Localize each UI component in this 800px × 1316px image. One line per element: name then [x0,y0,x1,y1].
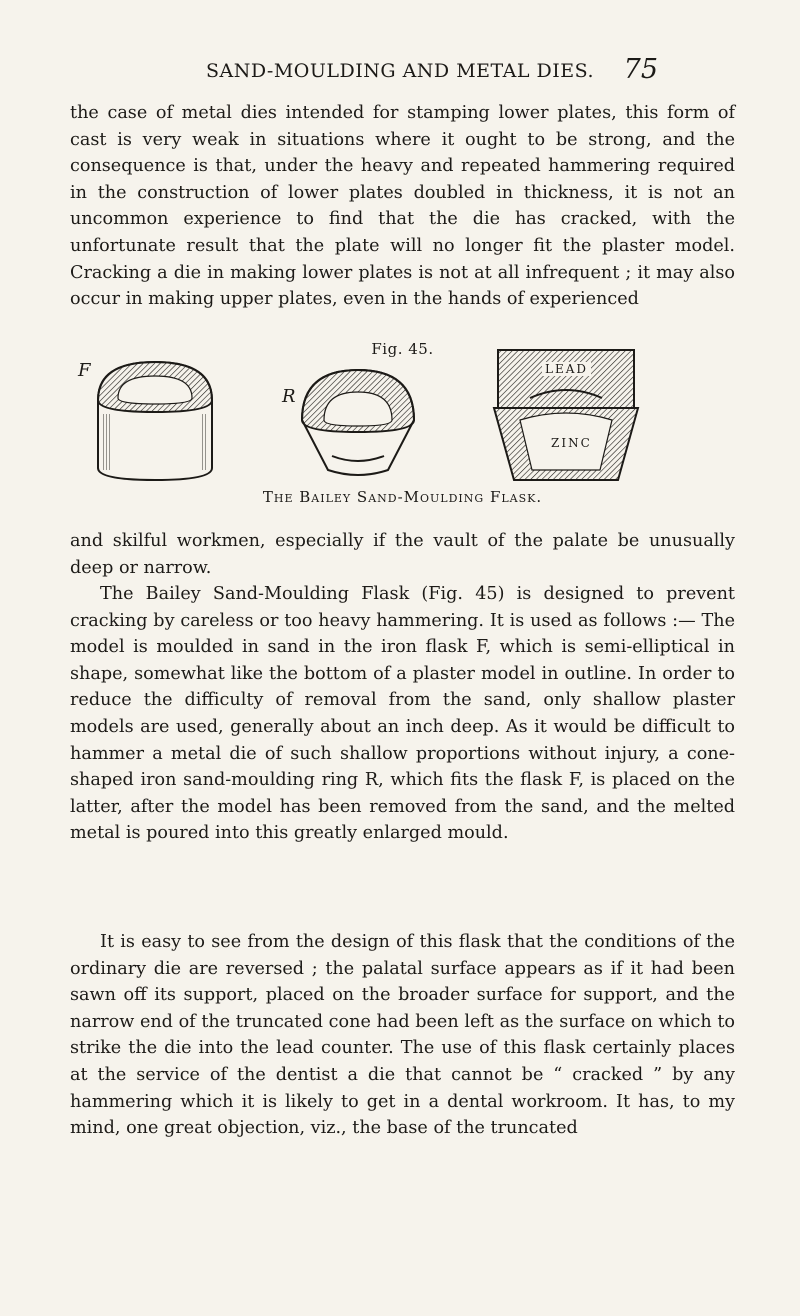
page-number: 75 [623,54,658,85]
paragraph-3 [70,581,735,847]
figure-label: Fig. 45. [371,340,434,358]
page-header [0,54,800,94]
flask-f-drawing [98,362,212,480]
paragraph-4-text: It is easy to see from the design of this flask that the conditions of the ordinary die are reversed ; the palatal surface appears as if it had been sawn off its support, placed on the broader surface for support, and the narrow end of the truncated cone had been left as the surface on which to strike the die into the lead counter. The use of this flask certainly places at the service of the dentist a die that cannot be “ cracked ” by any hammering which it is likely to get in a dental workroom. It has, to my mind, one great objection, viz., the base of the truncated [70,932,735,1139]
flask-letter-f: F [78,360,91,381]
paragraph-3-text: The Bailey Sand-Moulding Flask (Fig. 45) is designed to prevent cracking by careless or too heavy hammering. It is used as follows :— The model is moulded in sand in the iron flask F, which is semi-elliptical in shape, somewhat like the bottom of a plaster model in outline. In order to reduce the difficulty of removal from the sand, only shallow plaster models are used, generally about an inch deep. As it would be difficult to hammer a metal die of such shallow proportions without injury, a cone-shaped iron sand-moulding ring R, which fits the flask F, is placed on the latter, after the model has been removed from the sand, and the melted metal is poured into this greatly enlarged mould. [70,584,735,844]
figure-caption: The Bailey Sand-Moulding Flask. [262,488,543,506]
figure-45 [70,340,735,530]
ring-r-drawing [302,370,414,475]
paragraph-1: the case of metal dies intended for stamping lower plates, this form of cast is very weak in situations where it ought to be strong, and the consequence is that, under the heavy and repeated hammering required in the construction of lower plates doubled in thickness, it is not an uncommon experience to find that the die has cracked, with the unfortunate result that the plate will no longer fit the plaster model. Cracking a die in making lower plates is not at all infrequent ; it may also occur in making upper plates, even in the hands of experienced [70,103,735,310]
paragraph-2: and skilful workmen, especially if the vault of the palate be unusually deep or narrow. [70,531,735,578]
ring-letter-r: R [282,386,296,407]
zinc-label: ZINC [548,436,595,450]
running-head: SAND-MOULDING AND METAL DIES. [205,60,595,82]
paragraph-4 [70,929,735,1142]
lead-label: LEAD [542,362,591,376]
figure-illustration [70,340,735,485]
